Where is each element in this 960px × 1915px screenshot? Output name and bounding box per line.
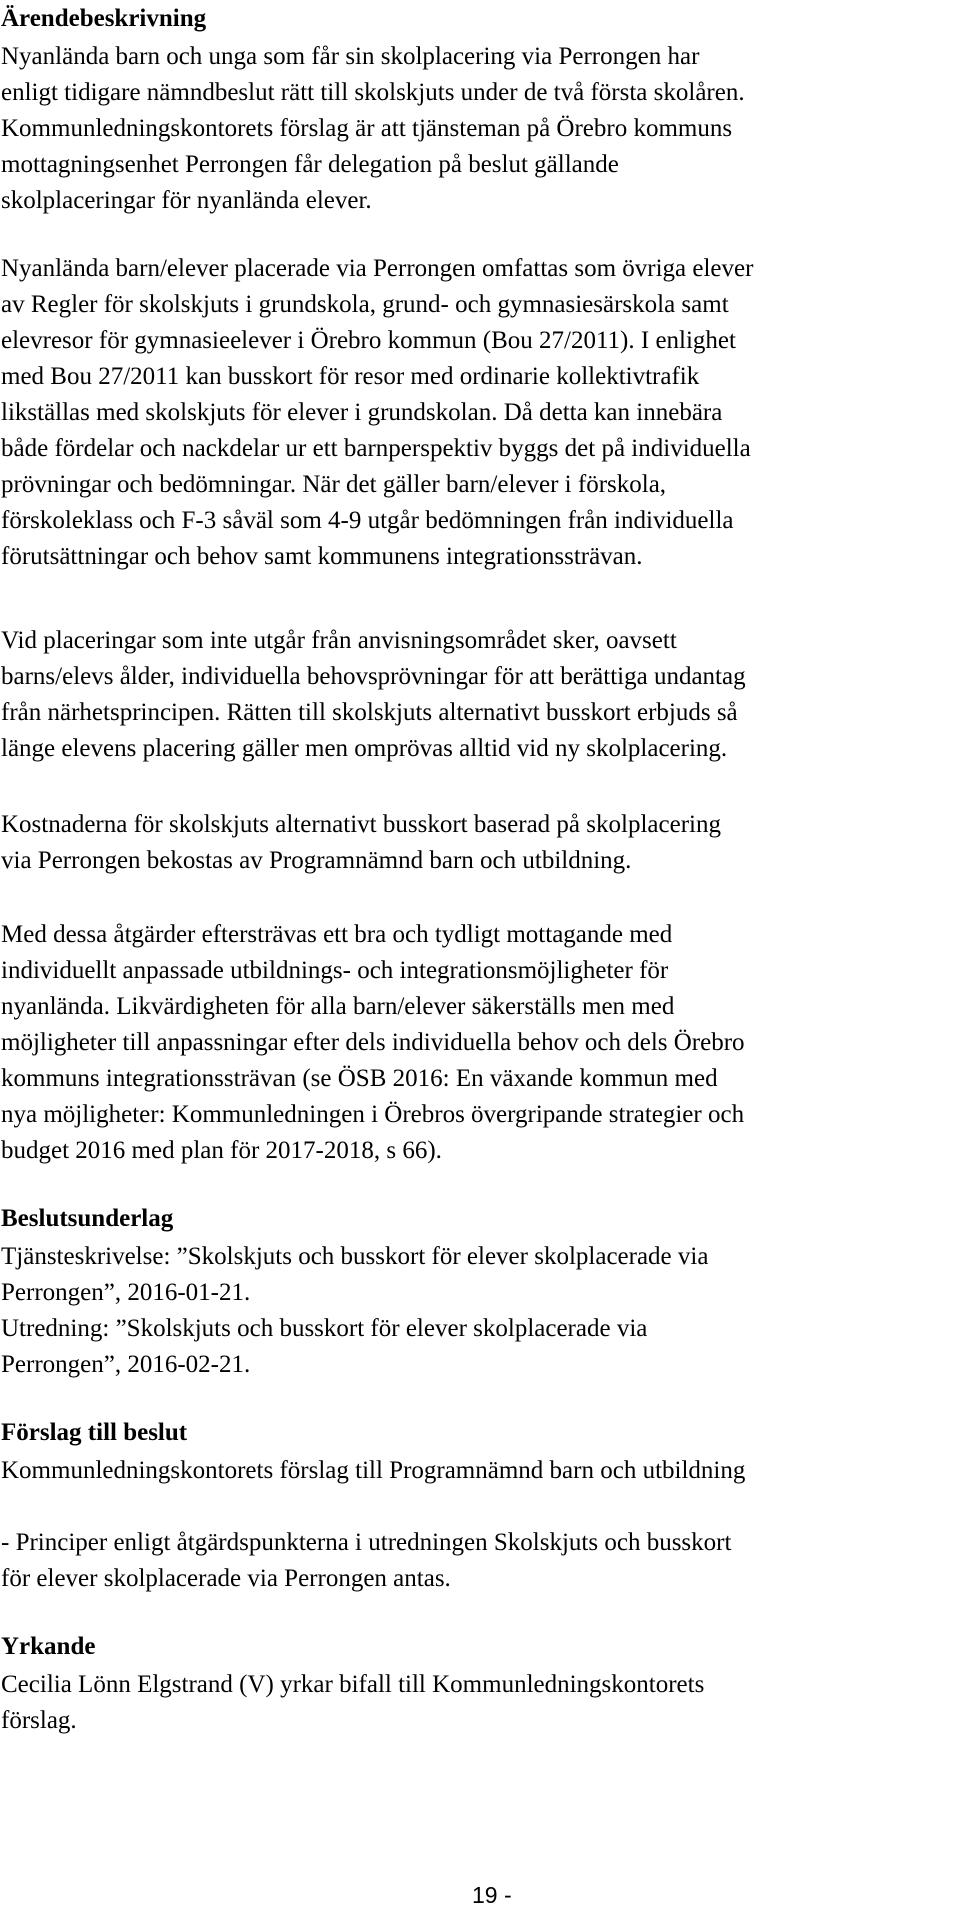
paragraph-line: med Bou 27/2011 kan busskort för resor med ordinarie kollektivtrafik bbox=[1, 363, 700, 390]
paragraph-line: nyanlända. Likvärdigheten för alla barn/elever säkerställs men med bbox=[1, 993, 675, 1020]
paragraph-line: Utredning: ”Skolskjuts och busskort för elever skolplacerade via bbox=[1, 1315, 648, 1342]
paragraph-line: både fördelar och nackdelar ur ett barnperspektiv byggs det på individuella bbox=[1, 435, 751, 462]
paragraph-line: av Regler för skolskjuts i grundskola, grund- och gymnasiesärskola samt bbox=[1, 291, 729, 318]
paragraph-line: Tjänsteskrivelse: ”Skolskjuts och busskort för elever skolplacerade via bbox=[1, 1243, 709, 1270]
paragraph-line: - Principer enligt åtgärdspunkterna i utredningen Skolskjuts och busskort bbox=[1, 1529, 732, 1556]
paragraph-line: Med dessa åtgärder eftersträvas ett bra och tydligt mottagande med bbox=[1, 921, 673, 948]
paragraph-line: elevresor för gymnasieelever i Örebro kommun (Bou 27/2011). I enlighet bbox=[1, 327, 736, 354]
paragraph-line: enligt tidigare nämndbeslut rätt till skolskjuts under de två första skolåren. bbox=[1, 79, 745, 106]
paragraph-line: barns/elevs ålder, individuella behovsprövningar för att berättiga undantag bbox=[1, 663, 746, 690]
paragraph-line: Kommunledningskontorets förslag till Programnämnd barn och utbildning bbox=[1, 1457, 746, 1484]
paragraph-line: Perrongen”, 2016-02-21. bbox=[1, 1351, 251, 1378]
paragraph-line: Perrongen”, 2016-01-21. bbox=[1, 1279, 251, 1306]
paragraph-line: förslag. bbox=[1, 1707, 77, 1734]
paragraph-line: länge elevens placering gäller men omprövas alltid vid ny skolplacering. bbox=[1, 735, 728, 762]
paragraph-line: Nyanlända barn och unga som får sin skolplacering via Perrongen har bbox=[1, 43, 700, 70]
paragraph-line: budget 2016 med plan för 2017-2018, s 66). bbox=[1, 1137, 442, 1164]
paragraph-line: för elever skolplacerade via Perrongen antas. bbox=[1, 1565, 451, 1592]
heading-beslutsunderlag: Beslutsunderlag bbox=[1, 1205, 174, 1232]
heading-forslag-till-beslut: Förslag till beslut bbox=[1, 1419, 188, 1446]
paragraph-line: Vid placeringar som inte utgår från anvisningsområdet sker, oavsett bbox=[1, 627, 677, 654]
heading-yrkande: Yrkande bbox=[1, 1633, 96, 1660]
paragraph-line: möjligheter till anpassningar efter dels individuella behov och dels Örebro bbox=[1, 1029, 745, 1056]
paragraph-line: förskoleklass och F-3 såväl som 4-9 utgår bedömningen från individuella bbox=[1, 507, 734, 534]
page-number: 19 - bbox=[472, 1882, 512, 1908]
paragraph-line: kommuns integrationssträvan (se ÖSB 2016: En växande kommun med bbox=[1, 1065, 718, 1092]
paragraph-line: Kommunledningskontorets förslag är att tjänsteman på Örebro kommuns bbox=[1, 115, 733, 142]
paragraph-line: förutsättningar och behov samt kommunens integrationssträvan. bbox=[1, 543, 643, 570]
paragraph-line: individuellt anpassade utbildnings- och integrationsmöjligheter för bbox=[1, 957, 669, 984]
paragraph-line: mottagningsenhet Perrongen får delegation på beslut gällande bbox=[1, 151, 619, 178]
paragraph-line: skolplaceringar för nyanlända elever. bbox=[1, 187, 372, 214]
paragraph-line: Nyanlända barn/elever placerade via Perrongen omfattas som övriga elever bbox=[1, 255, 754, 282]
paragraph-line: Kostnaderna för skolskjuts alternativt busskort baserad på skolplacering bbox=[1, 811, 721, 838]
paragraph-line: prövningar och bedömningar. När det gäller barn/elever i förskola, bbox=[1, 471, 667, 498]
paragraph-line: från närhetsprincipen. Rätten till skolskjuts alternativt busskort erbjuds så bbox=[1, 699, 738, 726]
paragraph-line: Cecilia Lönn Elgstrand (V) yrkar bifall till Kommunledningskontorets bbox=[1, 1671, 705, 1698]
paragraph-line: via Perrongen bekostas av Programnämnd barn och utbildning. bbox=[1, 847, 632, 874]
heading-arendebeskrivning: Ärendebeskrivning bbox=[1, 5, 207, 32]
paragraph-line: likställas med skolskjuts för elever i grundskolan. Då detta kan innebära bbox=[1, 399, 723, 426]
paragraph-line: nya möjligheter: Kommunledningen i Örebros övergripande strategier och bbox=[1, 1101, 745, 1128]
